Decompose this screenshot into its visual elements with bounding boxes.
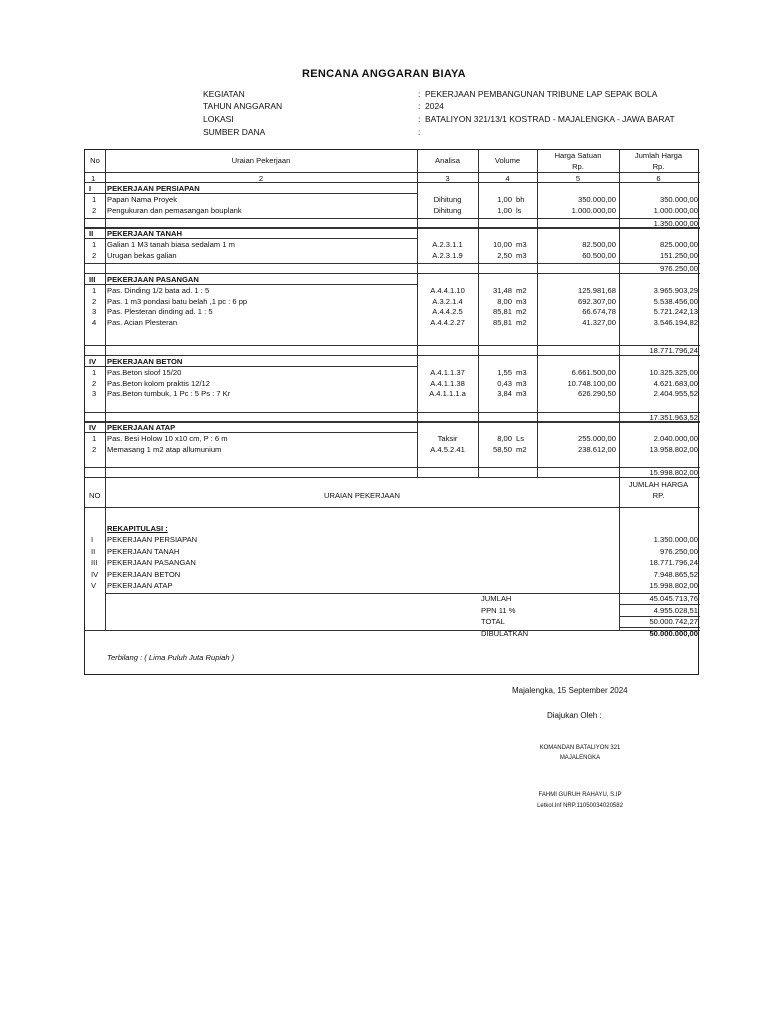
item-unit-price: 238.612,00	[577, 444, 616, 454]
item-unit: m2	[516, 286, 527, 295]
item-analisa: Dihitung	[433, 205, 462, 215]
recap-item-number: V	[91, 581, 97, 590]
grid-line	[85, 366, 105, 367]
item-volume: 58,50	[492, 444, 512, 454]
recap-item-label: PEKERJAAN PERSIAPAN	[107, 535, 198, 544]
info-label: LOKASI	[203, 114, 234, 124]
section-number: I	[89, 184, 92, 193]
grid-line	[85, 182, 700, 183]
item-unit-price: 1.000.000,00	[571, 205, 616, 215]
item-unit: m3	[516, 378, 527, 388]
item-volume: 2,50	[497, 250, 512, 260]
section-subtotal: 18.771.796,24	[649, 346, 698, 355]
col-jumlah-unit: Rp.	[652, 162, 665, 171]
item-description: Pas. Dinding 1/2 bata ad. 1 : 5	[107, 286, 210, 295]
item-analisa: A.3.2.1.4	[432, 296, 463, 306]
recap-item-label: PEKERJAAN ATAP	[107, 581, 173, 590]
grid-line	[85, 345, 700, 346]
item-total: 350.000,00	[659, 195, 698, 204]
item-analisa: A.4.1.1.38	[430, 378, 465, 388]
section-title: PEKERJAAN PASANGAN	[107, 275, 199, 284]
col-number: 5	[575, 174, 581, 183]
info-colon: :	[418, 114, 421, 124]
item-number: 1	[92, 434, 97, 443]
item-description: Pas.Beton sloof 15/20	[107, 368, 182, 377]
signer-rank: Letkol.Inf NRP.11050034020582	[537, 803, 623, 809]
item-unit: m2	[516, 307, 527, 317]
col-jumlah-header: Jumlah Harga	[634, 151, 683, 160]
item-total: 5.538.456,00	[653, 296, 698, 306]
col-number: 6	[656, 174, 661, 183]
item-description: Pengukuran dan pemasangan bouplank	[107, 205, 242, 215]
recap-total-value: 4.955.028,51	[653, 605, 698, 615]
recap-item-value: 7.948.865,52	[653, 569, 698, 579]
recap-jumlah-header: JUMLAH HARGA	[628, 480, 689, 489]
grid-line	[85, 630, 700, 631]
item-description: Papan Nama Proyek	[107, 195, 178, 204]
item-unit: ls	[516, 205, 522, 215]
item-unit-price: 82.500,00	[582, 240, 616, 249]
grid-line	[105, 238, 417, 239]
info-colon: :	[418, 101, 421, 111]
grid-line	[85, 227, 700, 228]
item-unit: m3	[516, 389, 527, 399]
recap-item-number: I	[91, 535, 94, 544]
item-number: 2	[92, 205, 97, 215]
item-total: 5.721.242,13	[653, 307, 698, 317]
grid-line	[85, 421, 700, 422]
grid-line	[105, 432, 417, 433]
item-unit: m3	[516, 240, 527, 249]
item-total: 10.325.325,00	[649, 368, 698, 377]
col-harga-header: Harga Satuan	[554, 151, 602, 160]
item-number: 1	[92, 240, 97, 249]
item-unit: bh	[516, 195, 525, 204]
office-title: MAJALENGKA	[559, 755, 601, 761]
section-subtotal: 1.350.000,00	[653, 219, 698, 228]
grid-line	[85, 263, 700, 264]
item-volume: 8,00	[497, 296, 512, 306]
recap-item-number: IV	[91, 569, 99, 579]
grid-line	[85, 422, 700, 423]
recap-item-value: 1.350.000,00	[653, 535, 698, 544]
recap-jumlah-unit: RP.	[652, 491, 665, 500]
grid-line	[85, 238, 105, 239]
item-unit-price: 41.327,00	[582, 318, 616, 328]
item-analisa: A.4.5.2.41	[430, 444, 465, 454]
item-total: 4.621.683,00	[653, 378, 698, 388]
item-total: 2.040.000,00	[653, 434, 698, 443]
recap-item-value: 976.250,00	[659, 546, 698, 556]
info-label: TAHUN ANGGARAN	[203, 101, 283, 111]
item-description: Pas. Acian Plesteran	[107, 318, 178, 328]
item-volume: 1,00	[497, 205, 512, 215]
recap-total-value: 45.045.713,76	[649, 594, 698, 603]
item-analisa: A.2.3.1.9	[432, 250, 463, 260]
item-volume: 31,48	[492, 286, 512, 295]
item-volume: 85,81	[492, 318, 512, 328]
item-unit-price: 350.000,00	[577, 195, 616, 204]
grid-line	[85, 412, 700, 413]
page-title: RENCANA ANGGARAN BIAYA	[302, 68, 466, 80]
info-value: 2024	[425, 101, 444, 111]
grid-line	[105, 193, 417, 194]
grid-line	[85, 284, 105, 285]
recap-total-label: TOTAL	[481, 617, 505, 626]
section-subtotal: 15.998.802,00	[649, 468, 698, 477]
info-label: KEGIATAN	[203, 89, 245, 99]
item-volume: 0,43	[497, 378, 512, 388]
item-number: 2	[92, 444, 97, 454]
item-analisa: A.2.3.1.1	[432, 240, 463, 249]
item-total: 2.404.955,52	[653, 389, 698, 399]
item-unit: Ls	[516, 434, 525, 443]
place-date: Majalengka, 15 September 2024	[512, 686, 628, 695]
item-description: Pas. 1 m3 pondasi batu belah ,1 pc : 6 pp	[107, 296, 248, 306]
section-number: IV	[89, 423, 97, 432]
item-total: 3.965.903,29	[653, 286, 698, 295]
item-analisa: A.4.4.1.10	[430, 286, 465, 295]
col-uraian-header: Uraian Pekerjaan	[231, 156, 291, 165]
office-title: KOMANDAN BATALIYON 321	[539, 745, 621, 751]
item-description: Pas.Beton tumbuk, 1 Pc : 5 Ps : 7 Kr	[107, 389, 231, 399]
grid-line	[478, 150, 479, 477]
item-unit-price: 125.981,68	[577, 286, 616, 295]
grid-line	[85, 507, 700, 508]
section-subtotal: 976.250,00	[659, 264, 698, 273]
item-number: 4	[92, 318, 97, 328]
recap-uraian-header: URAIAN PEKERJAAN	[324, 491, 400, 500]
section-number: III	[89, 275, 96, 284]
info-value: BATALIYON 321/13/1 KOSTRAD - MAJALENGKA - JAWA BARAT	[425, 114, 675, 124]
info-value: PEKERJAAN PEMBANGUNAN TRIBUNE LAP SEPAK BOLA	[425, 89, 658, 99]
item-unit-price: 6.661.500,00	[571, 368, 616, 377]
recap-total-value: 50.000.000,00	[649, 628, 698, 638]
item-volume: 10,00	[492, 240, 512, 249]
section-number: IV	[89, 357, 97, 366]
recap-item-number: II	[91, 546, 96, 556]
item-analisa: A.4.4.2.27	[430, 318, 465, 328]
item-unit-price: 255.000,00	[577, 434, 616, 443]
item-analisa: Taksir	[437, 434, 458, 443]
item-number: 1	[92, 195, 97, 204]
item-analisa: A.4.4.2.5	[432, 307, 463, 317]
recap-item-value: 15.998.802,00	[649, 581, 698, 590]
item-description: Pas.Beton kolom praktis 12/12	[107, 378, 210, 388]
item-total: 13.958.802,00	[649, 444, 698, 454]
item-unit-price: 66.674,78	[582, 307, 616, 317]
col-volume-header: Volume	[494, 156, 521, 165]
col-harga-unit: Rp.	[572, 162, 584, 171]
terbilang-text: Terbilang : ( Lima Puluh Juta Rupiah )	[107, 653, 235, 662]
item-number: 2	[92, 250, 97, 260]
item-volume: 8,00	[497, 434, 512, 443]
item-unit: m2	[516, 444, 527, 454]
submitted-by: Diajukan Oleh :	[547, 711, 602, 720]
grid-line	[105, 366, 417, 367]
recap-item-label: PEKERJAAN BETON	[107, 569, 181, 579]
item-description: Memasang 1 m2 atap allumunium	[107, 444, 222, 454]
item-volume: 1,00	[497, 195, 512, 204]
item-total: 825.000,00	[659, 240, 698, 249]
section-title: PEKERJAAN ATAP	[107, 423, 176, 432]
recap-no-header: NO	[89, 491, 101, 500]
recap-title: REKAPITULASI :	[107, 524, 168, 533]
budget-table	[84, 149, 699, 675]
item-number: 2	[92, 378, 97, 388]
grid-line	[85, 218, 700, 219]
grid-line	[537, 150, 538, 477]
item-total: 3.546.194,82	[653, 318, 698, 328]
item-analisa: A.4.1.1.37	[430, 368, 465, 377]
item-unit-price: 626.290,50	[577, 389, 616, 399]
info-colon: :	[418, 89, 421, 99]
recap-item-label: PEKERJAAN PASANGAN	[107, 558, 196, 567]
section-subtotal: 17.351.963,52	[649, 413, 698, 422]
info-label: SUMBER DANA	[203, 127, 266, 137]
col-no-header: No	[90, 156, 100, 165]
col-analisa-header: Analisa	[435, 156, 460, 165]
col-number: 1	[91, 174, 96, 183]
grid-line	[417, 150, 418, 477]
grid-line	[85, 477, 700, 478]
item-total: 1.000.000,00	[653, 205, 698, 215]
grid-line	[85, 432, 105, 433]
item-unit-price: 60.500,00	[582, 250, 616, 260]
col-number: 4	[505, 174, 510, 183]
item-unit: m2	[516, 318, 527, 328]
item-unit-price: 692.307,00	[577, 296, 616, 306]
item-total: 151.250,00	[659, 250, 698, 260]
item-unit: m3	[516, 368, 527, 377]
item-volume: 85,81	[492, 307, 512, 317]
signer-name: FAHMI GURUH RAHAYU, S.IP	[538, 792, 622, 798]
item-description: Pas. Plesteran dinding ad. 1 : 5	[107, 307, 213, 317]
grid-line	[85, 467, 700, 468]
recap-total-value: 50.000.742,27	[649, 617, 698, 626]
recap-total-label: PPN 11 %	[481, 605, 516, 615]
section-title: PEKERJAAN PERSIAPAN	[107, 184, 200, 193]
section-title: PEKERJAAN BETON	[107, 357, 183, 366]
item-description: Galian 1 M3 tanah biasa sedalam 1 m	[107, 240, 235, 249]
item-unit: m3	[516, 296, 527, 306]
item-unit: m3	[516, 250, 527, 260]
recap-item-value: 18.771.796,24	[649, 558, 698, 567]
item-number: 1	[92, 286, 97, 295]
grid-line	[85, 355, 700, 356]
grid-line	[105, 150, 106, 477]
item-description: Pas. Besi Holow 10 x10 cm, P : 6 m	[107, 434, 228, 443]
item-analisa: Dihitung	[433, 195, 462, 204]
item-number: 1	[92, 368, 97, 377]
item-analisa: A.4.1.1.1.a	[429, 389, 466, 399]
item-volume: 3,84	[497, 389, 512, 399]
section-number: II	[89, 229, 94, 238]
grid-line	[619, 150, 620, 477]
col-number: 2	[258, 174, 264, 183]
info-colon: :	[418, 127, 421, 137]
col-number: 3	[445, 174, 450, 183]
grid-line	[85, 193, 105, 194]
grid-line	[85, 172, 700, 173]
item-unit-price: 10.748.100,00	[567, 378, 616, 388]
section-title: PEKERJAAN TANAH	[107, 229, 182, 238]
recap-total-label: DIBULATKAN	[481, 628, 529, 638]
recap-item-number: III	[91, 558, 98, 567]
item-number: 3	[92, 307, 97, 317]
item-description: Urugan bekas galian	[107, 250, 177, 260]
grid-line	[105, 284, 417, 285]
grid-line	[85, 273, 700, 274]
item-number: 2	[92, 296, 97, 306]
recap-item-label: PEKERJAAN TANAH	[107, 546, 180, 556]
item-number: 3	[92, 389, 97, 399]
recap-total-label: JUMLAH	[481, 594, 512, 603]
item-volume: 1,55	[497, 368, 512, 377]
grid-line	[105, 593, 619, 594]
